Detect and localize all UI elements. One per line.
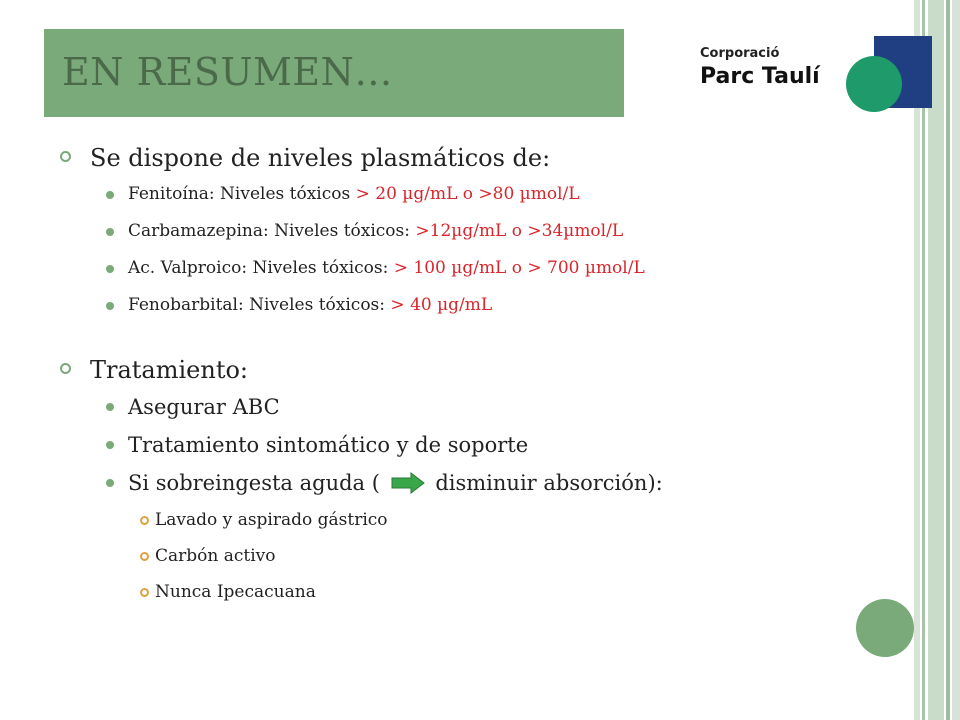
- slide-title: EN RESUMEN…: [62, 50, 393, 94]
- logo-line2: Parc Taulí: [700, 64, 820, 89]
- list-item-symptomatic: Tratamiento sintomático y de soporte: [60, 426, 900, 464]
- dot-bullet-icon: [106, 403, 114, 411]
- list-item-valproico: Ac. Valproico: Niveles tóxicos: > 100 µg/mL o > 700 µmol/L: [60, 250, 900, 287]
- dot-bullet-icon: [106, 479, 114, 487]
- toxic-level-value: > 100 µg/mL o > 700 µmol/L: [393, 258, 645, 278]
- ring-bullet-icon: [140, 516, 149, 525]
- ring-bullet-icon: [60, 151, 71, 162]
- dot-bullet-icon: [106, 191, 114, 199]
- dot-bullet-icon: [106, 441, 114, 449]
- toxic-level-value: > 20 µg/mL o >80 µmol/L: [355, 184, 580, 204]
- slide-content: [60, 140, 900, 610]
- toxic-level-value: >12µg/mL o >34µmol/L: [415, 221, 624, 241]
- logo-circle-shape: [846, 56, 902, 112]
- list-item-fenitoina: Fenitoína: Niveles tóxicos > 20 µg/mL o >80 µmol/L: [60, 176, 900, 213]
- list-item-abc: Asegurar ABC: [60, 388, 900, 426]
- dot-bullet-icon: [106, 302, 114, 310]
- sub-item-carbon: Carbón activo: [60, 538, 900, 574]
- dot-bullet-icon: [106, 265, 114, 273]
- sub-item-ipecacuana: Nunca Ipecacuana: [60, 574, 900, 610]
- list-item-carbamazepina: Carbamazepina: Niveles tóxicos: >12µg/mL o >34µmol/L: [60, 213, 900, 250]
- logo-line1: Corporació: [700, 46, 780, 61]
- ring-bullet-icon: [60, 363, 71, 374]
- section-heading-treatment: Tratamiento:: [60, 352, 900, 388]
- list-item-fenobarbital: Fenobarbital: Niveles tóxicos: > 40 µg/mL: [60, 287, 900, 324]
- ring-bullet-icon: [140, 552, 149, 561]
- parc-tauli-logo: [700, 36, 934, 118]
- toxic-level-value: > 40 µg/mL: [390, 295, 493, 315]
- sub-item-lavado: Lavado y aspirado gástrico: [60, 502, 900, 538]
- ring-bullet-icon: [140, 588, 149, 597]
- dot-bullet-icon: [106, 228, 114, 236]
- right-arrow-icon: [391, 472, 425, 494]
- section-heading-levels: Se dispone de niveles plasmáticos de:: [60, 140, 900, 176]
- list-item-acute-ingestion: Si sobreingesta aguda ( disminuir absorción):: [60, 464, 900, 502]
